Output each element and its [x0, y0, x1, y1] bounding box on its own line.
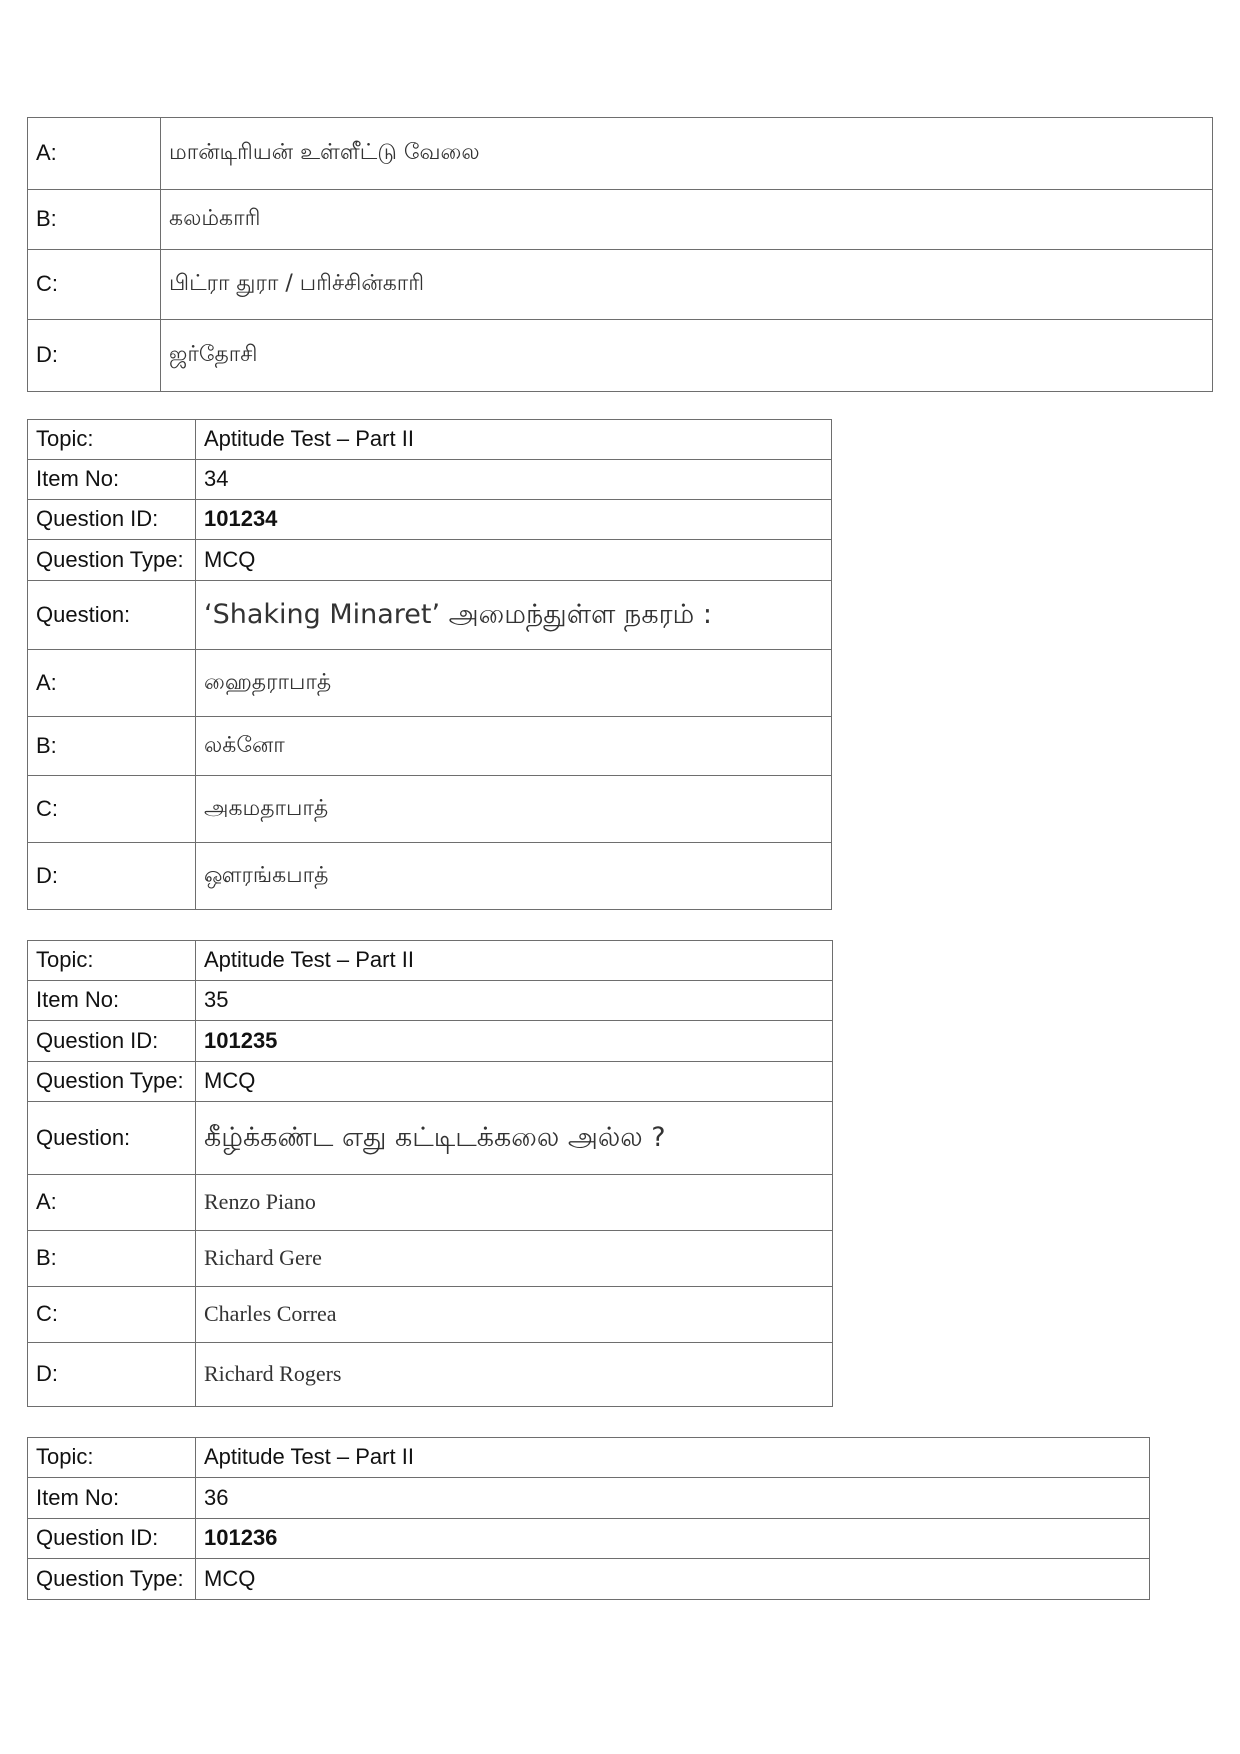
option-row — [28, 1343, 833, 1407]
question-type-row — [28, 1062, 833, 1102]
option-text: ஔரங்கபாத் — [196, 843, 832, 910]
topic-label: Topic: — [28, 1438, 196, 1478]
topic-row — [28, 941, 833, 981]
question-type-label: Question Type: — [28, 1062, 196, 1102]
question-id-row — [28, 1519, 1150, 1559]
option-row — [28, 1175, 833, 1231]
question-type-value: MCQ — [196, 540, 832, 581]
item-label: Item No: — [28, 460, 196, 500]
option-row — [28, 1287, 833, 1343]
item-label: Item No: — [28, 1478, 196, 1519]
item-value: 36 — [196, 1478, 1150, 1519]
option-text: Richard Gere — [196, 1231, 833, 1287]
question-type-label: Question Type: — [28, 1559, 196, 1600]
option-text: ஜர்தோசி — [161, 320, 1213, 392]
topic-value: Aptitude Test – Part II — [196, 420, 832, 460]
option-text: பிட்ரா துரா / பரிச்சின்காரி — [161, 250, 1213, 320]
option-row — [28, 118, 1213, 190]
topic-value: Aptitude Test – Part II — [196, 1438, 1150, 1478]
option-row — [28, 776, 832, 843]
option-text: Charles Correa — [196, 1287, 833, 1343]
option-label: B: — [28, 190, 161, 250]
question-text: கீழ்க்கண்ட எது கட்டிடக்கலை அல்ல ? — [196, 1102, 833, 1175]
option-row — [28, 190, 1213, 250]
item-value: 34 — [196, 460, 832, 500]
option-label: B: — [28, 717, 196, 776]
option-label: D: — [28, 843, 196, 910]
option-text: Renzo Piano — [196, 1175, 833, 1231]
question-id-label: Question ID: — [28, 1519, 196, 1559]
question-id-label: Question ID: — [28, 500, 196, 540]
topic-row — [28, 420, 832, 460]
option-row — [28, 250, 1213, 320]
option-label: C: — [28, 776, 196, 843]
topic-label: Topic: — [28, 420, 196, 460]
item-label: Item No: — [28, 981, 196, 1021]
option-label: D: — [28, 1343, 196, 1407]
question-type-value: MCQ — [196, 1062, 833, 1102]
question-id-value: 101234 — [196, 500, 832, 540]
question-row — [28, 581, 832, 650]
question-id-value: 101235 — [196, 1021, 833, 1062]
question-33-options-table — [27, 117, 1213, 392]
option-row — [28, 1231, 833, 1287]
option-text: லக்னோ — [196, 717, 832, 776]
item-value: 35 — [196, 981, 833, 1021]
option-label: A: — [28, 1175, 196, 1231]
option-text: ஹைதராபாத் — [196, 650, 832, 717]
option-label: A: — [28, 118, 161, 190]
option-label: A: — [28, 650, 196, 717]
question-34-table — [27, 419, 832, 910]
option-label: C: — [28, 1287, 196, 1343]
question-label: Question: — [28, 1102, 196, 1175]
question-type-value: MCQ — [196, 1559, 1150, 1600]
option-text: மான்டிரியன் உள்ளீட்டு வேலை — [161, 118, 1213, 190]
option-row — [28, 717, 832, 776]
question-id-row — [28, 1021, 833, 1062]
question-36-table — [27, 1437, 1150, 1600]
option-row — [28, 843, 832, 910]
question-row — [28, 1102, 833, 1175]
option-row — [28, 320, 1213, 392]
topic-value: Aptitude Test – Part II — [196, 941, 833, 981]
item-row — [28, 460, 832, 500]
question-type-row — [28, 540, 832, 581]
option-text: அகமதாபாத் — [196, 776, 832, 843]
option-text: Richard Rogers — [196, 1343, 833, 1407]
question-id-value: 101236 — [196, 1519, 1150, 1559]
question-35-table — [27, 940, 833, 1407]
question-text: ‘Shaking Minaret’ அமைந்துள்ள நகரம் : — [196, 581, 832, 650]
option-label: D: — [28, 320, 161, 392]
option-label: B: — [28, 1231, 196, 1287]
question-id-row — [28, 500, 832, 540]
topic-label: Topic: — [28, 941, 196, 981]
topic-row — [28, 1438, 1150, 1478]
question-label: Question: — [28, 581, 196, 650]
option-label: C: — [28, 250, 161, 320]
item-row — [28, 981, 833, 1021]
item-row — [28, 1478, 1150, 1519]
option-row — [28, 650, 832, 717]
question-type-row — [28, 1559, 1150, 1600]
option-text: கலம்காரி — [161, 190, 1213, 250]
question-id-label: Question ID: — [28, 1021, 196, 1062]
question-type-label: Question Type: — [28, 540, 196, 581]
